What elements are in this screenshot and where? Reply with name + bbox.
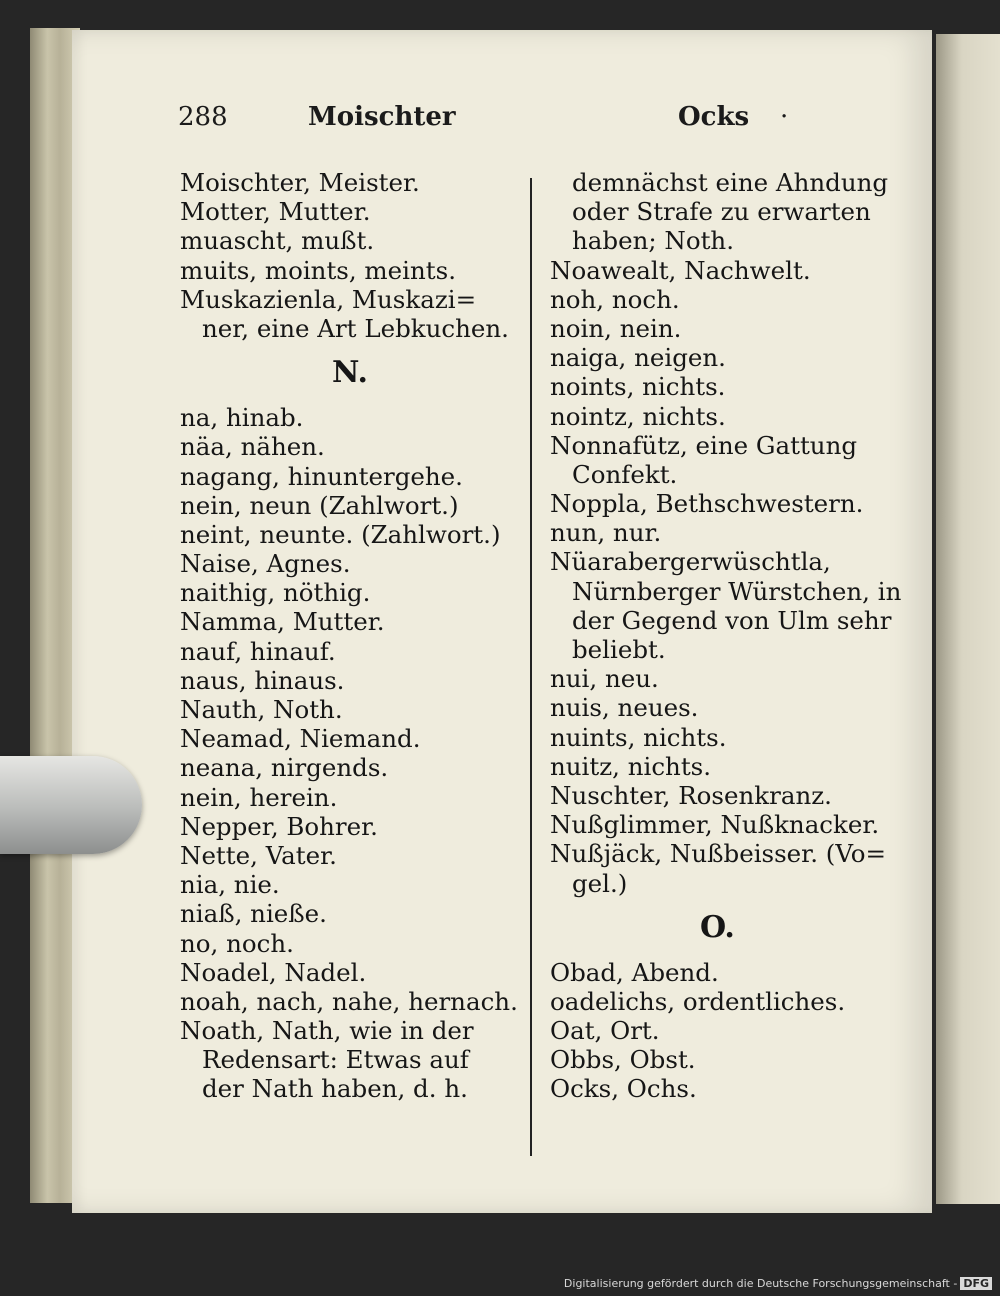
entry-continuation-line: gel.): [572, 868, 628, 898]
dictionary-entry: nuis, neues.: [550, 693, 699, 723]
dictionary-entry: Nußglimmer, Nußknacker.: [550, 810, 880, 840]
dictionary-entry: nia, nie.: [180, 870, 280, 900]
dfg-logo: DFG: [960, 1277, 992, 1290]
dictionary-entry: Moischter, Meister.: [180, 168, 420, 197]
dictionary-entry: näa, nähen.: [180, 432, 325, 462]
dictionary-entry: neana, nirgends.: [180, 753, 389, 783]
dictionary-entry: Oat, Ort.: [550, 1016, 660, 1046]
entry-continuation-line: der Nath haben, d. h.: [202, 1074, 468, 1104]
entry-continuation-line: ner, eine Art Lebkuchen.: [202, 313, 509, 343]
dictionary-entry: muascht, mußt.: [180, 226, 375, 256]
dictionary-entry: Noawealt, Nachwelt.: [550, 255, 811, 285]
dictionary-entry: Nette, Vater.: [180, 840, 337, 870]
page-number: 288: [178, 102, 228, 132]
dictionary-entry: Nonnafütz, eine Gattung: [550, 430, 858, 460]
dictionary-entry: nein, neun (Zahlwort.): [180, 490, 459, 520]
dictionary-entry: nointz, nichts.: [550, 401, 726, 431]
dictionary-entry: nui, neu.: [550, 664, 659, 694]
dictionary-entry: no, noch.: [180, 928, 294, 958]
dictionary-entry: nuints, nichts.: [550, 722, 727, 752]
dictionary-entry: neint, neunte. (Zahlwort.): [180, 519, 501, 549]
entry-continuation-line: haben; Noth.: [572, 226, 734, 256]
dictionary-entry: Obbs, Obst.: [550, 1045, 696, 1075]
dictionary-entry: Ocks, Ochs.: [550, 1074, 697, 1104]
entry-continuation-line: der Gegend von Ulm sehr: [572, 605, 892, 635]
footer-text: Digitalisierung gefördert durch die Deutsche Forschungsgemeinschaft -: [563, 1277, 958, 1290]
adjacent-page-edge: [936, 34, 1000, 1204]
dictionary-entry: Nepper, Bohrer.: [180, 811, 378, 841]
entry-continuation-line: Redensart: Etwas auf: [202, 1045, 469, 1075]
dictionary-entry: nauf, hinauf.: [180, 636, 336, 666]
entry-continuation-line: Confekt.: [572, 459, 678, 489]
dictionary-entry: na, hinab.: [180, 403, 304, 433]
dictionary-entry: noah, nach, nahe, hernach.: [180, 986, 518, 1016]
dictionary-entry: Muskazienla, Muskazi=: [180, 284, 477, 314]
dictionary-entry: noh, noch.: [550, 284, 680, 314]
column-divider: [530, 178, 532, 1156]
dictionary-entry: naiga, neigen.: [550, 343, 726, 373]
dictionary-entry: Naise, Agnes.: [180, 549, 351, 579]
left-running-head: Moischter: [308, 102, 456, 132]
dictionary-entry: nagang, hinuntergehe.: [180, 461, 463, 491]
dictionary-entry: Obad, Abend.: [550, 957, 719, 987]
dictionary-entry: Motter, Mutter.: [180, 197, 371, 227]
dictionary-entry: Nüarabergerwüschtla,: [550, 547, 831, 577]
section-letter-heading: N.: [332, 355, 368, 391]
footer-credit: [564, 1277, 992, 1290]
page-header: [178, 102, 850, 142]
entry-continuation-line: demnächst eine Ahndung: [572, 168, 889, 197]
left-column: [180, 168, 520, 1104]
dictionary-entry: niaß, nieße.: [180, 899, 327, 929]
entry-continuation-line: beliebt.: [572, 635, 666, 664]
dictionary-entry: noin, nein.: [550, 313, 682, 343]
dictionary-entry: Neamad, Niemand.: [180, 724, 421, 754]
right-column: [550, 168, 902, 1104]
dictionary-entry: Noppla, Bethschwestern.: [550, 489, 864, 519]
entry-continuation-line: oder Strafe zu erwarten: [572, 197, 871, 227]
page-clip: [0, 756, 142, 854]
right-running-head: Ocks: [678, 102, 750, 132]
dictionary-entry: Noath, Nath, wie in der: [180, 1016, 474, 1046]
dictionary-entry: nun, nur.: [550, 518, 662, 548]
dictionary-entry: naithig, nöthig.: [180, 578, 371, 608]
dictionary-entry: Namma, Mutter.: [180, 607, 385, 637]
entry-continuation-line: Nürnberger Würstchen, in: [572, 576, 902, 606]
dictionary-entry: muits, moints, meints.: [180, 255, 456, 285]
dictionary-entry: Nauth, Noth.: [180, 695, 343, 724]
dictionary-entry: nuitz, nichts.: [550, 751, 712, 781]
dictionary-entry: noints, nichts.: [550, 372, 726, 402]
dictionary-entry: Noadel, Nadel.: [180, 957, 367, 987]
dictionary-entry: Nußjäck, Nußbeisser. (Vo=: [550, 839, 887, 869]
header-dot: ·: [780, 102, 789, 132]
dictionary-entry: naus, hinaus.: [180, 665, 345, 695]
dictionary-entry: nein, herein.: [180, 782, 338, 812]
dictionary-entry: oadelichs, ordentliches.: [550, 986, 846, 1016]
dictionary-entry: Nuschter, Rosenkranz.: [550, 780, 832, 810]
section-letter-heading: O.: [700, 909, 735, 945]
